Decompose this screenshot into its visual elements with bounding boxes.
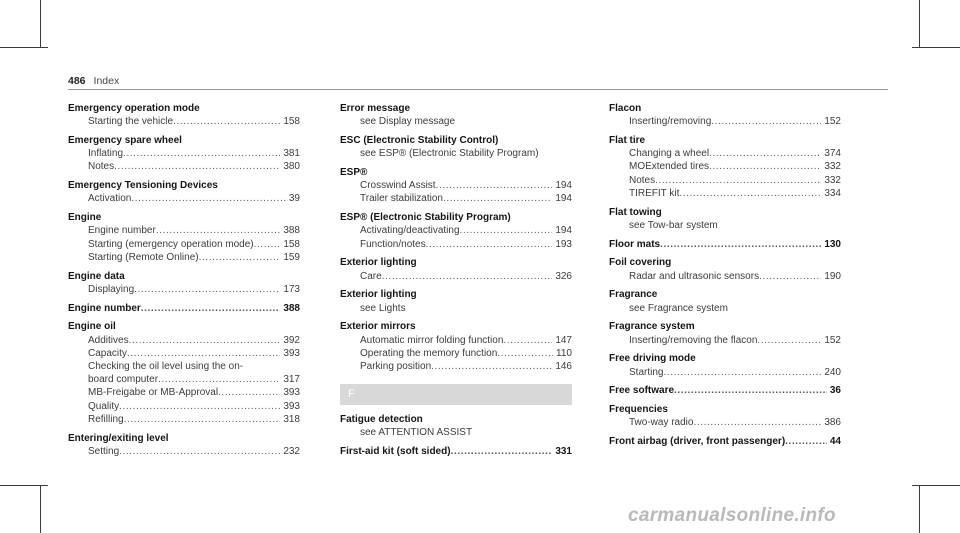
subentry[interactable] — [609, 174, 841, 187]
index-entry — [609, 384, 841, 397]
leader-dots — [709, 147, 821, 160]
index-entry — [609, 320, 841, 346]
leader-dots — [124, 413, 281, 426]
index-entry — [340, 320, 572, 373]
index-entry — [609, 403, 841, 429]
leader-dots — [131, 192, 286, 205]
subentry-text: Notes — [629, 174, 656, 186]
leader-dots — [460, 224, 553, 237]
page-ref[interactable]: 194 — [555, 225, 572, 237]
subentry[interactable] — [340, 334, 572, 347]
subentry-text: Quality — [88, 400, 120, 412]
subentry-text: Notes — [88, 161, 115, 173]
leader-dots — [436, 179, 553, 192]
crop-mark — [912, 47, 960, 48]
leader-dots — [114, 160, 280, 173]
index-entry — [68, 302, 300, 315]
crop-mark — [40, 485, 41, 533]
leader-dots — [709, 160, 821, 173]
page-ref[interactable]: 380 — [283, 161, 300, 173]
index-entry — [340, 288, 572, 314]
subentry[interactable] — [68, 373, 300, 386]
page-ref[interactable]: 374 — [824, 148, 841, 160]
leader-dots — [123, 147, 280, 160]
index-entry — [609, 435, 841, 448]
leader-dots — [141, 302, 281, 315]
page-ref[interactable]: 393 — [283, 387, 300, 399]
index-entry — [609, 288, 841, 314]
page-ref[interactable]: 152 — [824, 116, 841, 128]
page-ref[interactable]: 194 — [555, 193, 572, 205]
entry-heading: ESP® (Electronic Stability Program) — [340, 212, 511, 224]
entry-heading: Exterior lighting — [340, 257, 417, 269]
subentry[interactable] — [68, 147, 300, 160]
header-divider — [68, 89, 888, 90]
subentry-text: Parking position — [360, 361, 432, 373]
entry-heading: Engine oil — [68, 321, 116, 333]
entry-heading-text: Front airbag (driver, front passenger) — [609, 436, 786, 448]
entry-heading: Engine — [68, 212, 102, 224]
subentry[interactable] — [340, 224, 572, 237]
leader-dots — [443, 192, 552, 205]
page-ref[interactable]: 381 — [283, 148, 300, 160]
leader-dots — [119, 400, 280, 413]
subentry[interactable] — [68, 400, 300, 413]
leader-dots — [693, 416, 821, 429]
page-ref[interactable]: 388 — [283, 225, 300, 237]
see-reference[interactable]: see Display message — [360, 116, 456, 128]
subentry[interactable] — [68, 160, 300, 173]
leader-dots — [158, 373, 280, 386]
page-ref[interactable]: 158 — [283, 116, 300, 128]
subentry-text: MOExtended tires — [629, 161, 710, 173]
page-ref[interactable]: 39 — [288, 193, 300, 205]
page-ref[interactable]: 147 — [555, 334, 572, 346]
page-ref[interactable]: 334 — [824, 187, 841, 199]
entry-heading: Foil covering — [609, 257, 672, 269]
entry-heading-text: First-aid kit (soft sided) — [340, 446, 451, 458]
entry-heading: Fatigue detection — [340, 414, 423, 426]
subentry-text: Engine number — [88, 225, 156, 237]
page-ref[interactable]: 232 — [283, 445, 300, 457]
subentry[interactable] — [340, 238, 572, 251]
subentry-text: Care — [360, 270, 382, 282]
index-entry — [68, 211, 300, 264]
subentry-text: Inserting/removing — [629, 116, 712, 128]
leader-dots — [218, 386, 280, 399]
page-ref[interactable]: 386 — [824, 417, 841, 429]
index-entry — [68, 134, 300, 174]
entry-heading[interactable] — [340, 445, 572, 458]
page-ref[interactable]: 332 — [824, 161, 841, 173]
leader-dots — [127, 347, 280, 360]
index-entry — [609, 256, 841, 282]
subentry-text: Function/notes — [360, 238, 426, 250]
subentry-text: Crosswind Assist — [360, 180, 436, 192]
leader-dots — [129, 334, 281, 347]
section-title: Index — [93, 75, 120, 87]
subentry[interactable] — [68, 224, 300, 237]
leader-dots — [711, 115, 821, 128]
entry-heading: Emergency spare wheel — [68, 135, 182, 146]
page-ref[interactable]: 159 — [283, 251, 300, 263]
leader-dots — [173, 115, 280, 128]
index-entry — [340, 445, 572, 458]
entry-heading: Error message — [340, 103, 411, 114]
leader-dots — [674, 384, 827, 397]
index-entry — [340, 413, 572, 439]
index-entry — [340, 102, 572, 128]
crop-mark — [0, 485, 48, 486]
index-entry — [68, 102, 300, 128]
entry-heading: Exterior mirrors — [340, 321, 416, 333]
leader-dots — [679, 187, 821, 200]
page-ref[interactable]: 318 — [283, 413, 300, 425]
page-ref[interactable]: 190 — [824, 270, 841, 282]
subentry-text: Starting (emergency operation mode) — [88, 238, 254, 250]
page-ref[interactable]: 393 — [283, 347, 300, 359]
entry-heading-text: Engine number — [68, 302, 141, 314]
entry-heading: Emergency Tensioning Devices — [68, 180, 218, 192]
index-entry — [609, 102, 841, 128]
leader-dots — [757, 334, 821, 347]
subentry-text: TIREFIT kit — [629, 187, 680, 199]
entry-heading: Fragrance system — [609, 321, 695, 333]
index-entry — [68, 179, 300, 205]
subentry[interactable] — [609, 160, 841, 173]
page-ref[interactable]: 392 — [283, 334, 300, 346]
subentry[interactable] — [609, 147, 841, 160]
subentry-text: Capacity — [88, 347, 127, 359]
see-reference[interactable]: see Lights — [360, 302, 406, 314]
entry-heading: ESP® — [340, 167, 368, 178]
entry-heading: Flat towing — [609, 206, 662, 218]
page-ref[interactable]: 110 — [556, 347, 572, 359]
page-ref[interactable]: 146 — [555, 361, 572, 373]
subentry[interactable] — [68, 334, 300, 347]
subentry[interactable] — [68, 347, 300, 360]
leader-dots — [431, 360, 552, 373]
index-entry — [340, 134, 572, 160]
leader-dots — [426, 238, 553, 251]
page-ref[interactable]: 388 — [283, 302, 300, 314]
entry-heading: Flat tire — [609, 135, 646, 146]
entry-heading[interactable] — [609, 384, 841, 397]
page-ref[interactable]: 44 — [829, 436, 841, 448]
leader-dots — [199, 251, 281, 264]
index-column-1 — [68, 102, 300, 464]
index-entry — [609, 206, 841, 232]
subentry[interactable] — [609, 366, 841, 379]
page-ref[interactable]: 393 — [283, 400, 300, 412]
subentry[interactable] — [609, 270, 841, 283]
see-reference[interactable]: see Fragrance system — [629, 302, 728, 314]
entry-heading[interactable] — [68, 302, 300, 315]
subentry[interactable] — [68, 445, 300, 458]
entry-heading[interactable] — [609, 238, 841, 251]
page-ref[interactable]: 152 — [824, 334, 841, 346]
page-number: 486 — [68, 75, 86, 87]
see-reference[interactable]: see ATTENTION ASSIST — [360, 427, 473, 439]
subentry[interactable] — [340, 179, 572, 192]
leader-dots — [497, 347, 553, 360]
leader-dots — [254, 238, 281, 251]
subentry[interactable] — [68, 386, 300, 399]
subentry[interactable] — [68, 238, 300, 251]
leader-dots — [451, 445, 553, 458]
section-letter: F — [348, 388, 355, 401]
leader-dots — [134, 283, 280, 296]
letter-divider-f — [340, 384, 572, 405]
page-ref[interactable]: 36 — [829, 385, 841, 397]
leader-dots — [759, 270, 821, 283]
page-ref[interactable]: 332 — [824, 174, 841, 186]
page-ref[interactable]: 194 — [555, 180, 572, 192]
subentry-text: Radar and ultrasonic sensors — [629, 270, 760, 282]
leader-dots — [785, 435, 827, 448]
entry-heading: Engine data — [68, 270, 125, 282]
page-ref[interactable]: 317 — [283, 374, 300, 386]
index-entry — [340, 211, 572, 251]
entry-heading: Fragrance — [609, 289, 658, 301]
leader-dots — [503, 334, 552, 347]
entry-heading: Exterior lighting — [340, 289, 417, 301]
subentry-text: Two-way radio — [629, 417, 694, 429]
entry-heading[interactable] — [609, 435, 841, 448]
entry-heading: Emergency operation mode — [68, 103, 200, 114]
subentry-text: Changing a wheel — [629, 148, 710, 160]
watermark-text: carmanualsonline.info — [628, 505, 836, 526]
entry-heading: Free driving mode — [609, 353, 696, 365]
page-ref[interactable]: 130 — [824, 238, 841, 250]
subentry-text: Refilling — [88, 413, 124, 425]
subentry[interactable] — [68, 413, 300, 426]
subentry-text: Activation — [88, 193, 132, 205]
leader-dots — [382, 270, 553, 283]
crop-mark — [919, 485, 920, 533]
crop-mark — [919, 0, 920, 48]
subentry[interactable] — [609, 416, 841, 429]
page-ref[interactable]: 193 — [555, 238, 572, 250]
entry-heading: Frequencies — [609, 404, 668, 416]
index-entry — [68, 270, 300, 296]
subentry-text: Setting — [88, 445, 120, 457]
subentry-text: Inflating — [88, 148, 124, 160]
subentry-text: Operating the memory function — [360, 347, 498, 359]
subentry-text: Trailer stabilization — [360, 193, 443, 205]
index-entry — [68, 320, 300, 426]
leader-dots — [156, 224, 280, 237]
crop-mark — [40, 0, 41, 48]
subentry[interactable] — [68, 192, 300, 205]
leader-dots — [119, 445, 280, 458]
index-entry — [340, 256, 572, 282]
subentry[interactable] — [68, 251, 300, 264]
see-reference[interactable]: see ESP® (Electronic Stability Program) — [360, 148, 539, 160]
page-ref[interactable]: 173 — [283, 283, 300, 295]
index-column-3 — [609, 102, 841, 454]
subentry[interactable] — [340, 192, 572, 205]
entry-heading: Entering/exiting level — [68, 432, 169, 444]
subentry-text: MB-Freigabe or MB-Approval — [88, 387, 219, 399]
subentry[interactable] — [609, 187, 841, 200]
subentry-text: Activating/deactivating — [360, 225, 460, 237]
index-entry — [609, 352, 841, 378]
entry-heading-text: Floor mats — [609, 238, 661, 250]
subentry-text: Starting the vehicle — [88, 116, 174, 128]
subentry[interactable] — [609, 115, 841, 128]
page-ref[interactable]: 158 — [283, 238, 300, 250]
entry-heading: ESC (Electronic Stability Control) — [340, 135, 499, 146]
subentry-text: Inserting/removing the flacon — [629, 334, 758, 346]
subentry-text: Automatic mirror folding function — [360, 334, 504, 346]
subentry[interactable] — [340, 347, 572, 360]
subentry-line: Checking the oil level using the on- — [88, 361, 244, 373]
index-entry — [340, 166, 572, 206]
leader-dots — [660, 238, 821, 251]
subentry-text: Displaying — [88, 283, 135, 295]
subentry-text: Starting — [629, 366, 664, 378]
subentry-text: Starting (Remote Online) — [88, 251, 199, 263]
page-ref[interactable]: 326 — [555, 270, 572, 282]
subentry-text: Additives — [88, 334, 129, 346]
crop-mark — [0, 47, 48, 48]
subentry-text: board computer — [88, 374, 159, 386]
entry-heading: Flacon — [609, 103, 642, 114]
entry-heading-text: Free software — [609, 385, 675, 397]
page-ref[interactable]: 240 — [824, 366, 841, 378]
leader-dots — [655, 174, 821, 187]
index-entry — [609, 238, 841, 251]
subentry[interactable] — [340, 270, 572, 283]
leader-dots — [663, 366, 821, 379]
subentry[interactable] — [68, 283, 300, 296]
index-entry — [609, 134, 841, 200]
see-reference[interactable]: see Tow-bar system — [629, 219, 718, 231]
page-ref[interactable]: 331 — [555, 446, 572, 458]
subentry[interactable] — [340, 360, 572, 373]
subentry[interactable] — [609, 334, 841, 347]
index-column-2 — [340, 102, 572, 464]
crop-mark — [912, 485, 960, 486]
index-entry — [68, 432, 300, 458]
subentry[interactable] — [68, 115, 300, 128]
page-header — [68, 75, 119, 87]
